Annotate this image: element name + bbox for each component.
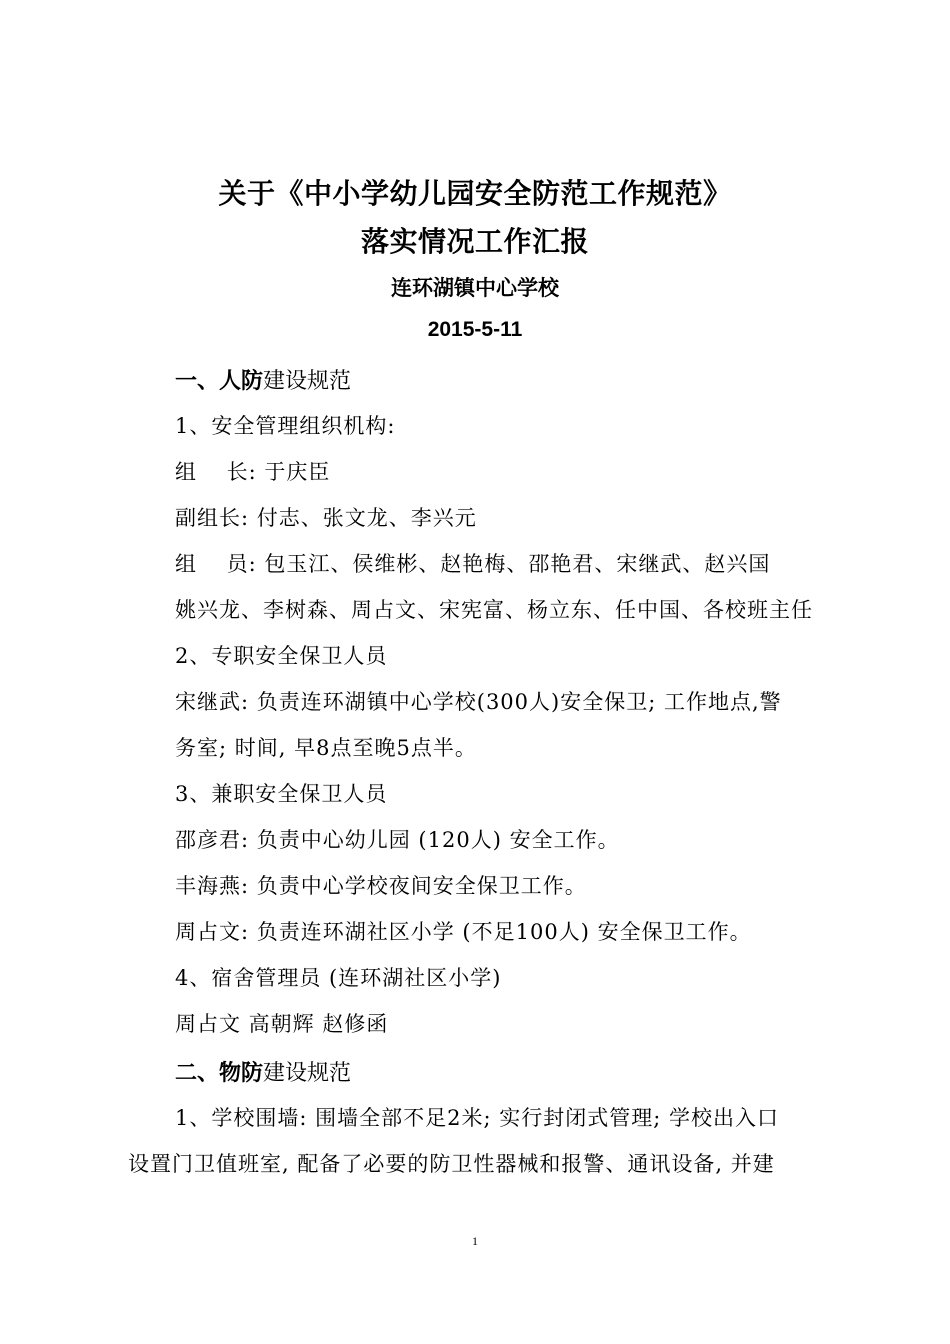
section1-heading-strong: 一、人防 — [175, 369, 264, 394]
section1-heading — [175, 364, 351, 395]
document-date: 2015-5-11 — [427, 318, 523, 341]
section1-line: 姚兴龙、李树森、周占文、宋宪富、杨立东、任中国、各校班主任 — [175, 598, 813, 622]
organization-name: 连环湖镇中心学校 — [391, 276, 559, 300]
page-number: 1 — [472, 1234, 478, 1248]
section2-heading — [175, 1056, 351, 1087]
section1-heading-rest: 建设规范 — [263, 369, 352, 394]
section1-line: 3、兼职安全保卫人员 — [175, 782, 388, 806]
section2-heading-rest: 建设规范 — [263, 1061, 352, 1086]
section1-line: 周占文: 负责连环湖社区小学 (不足100人) 安全保卫工作。 — [175, 920, 752, 944]
section1-line: 组 员: 包玉江、侯维彬、赵艳梅、邵艳君、宋继武、赵兴国 — [175, 552, 771, 576]
document-title-line1: 关于《中小学幼儿园安全防范工作规范》 — [218, 177, 732, 210]
section1-line: 周占文 高朝辉 赵修函 — [175, 1012, 389, 1036]
section2-line: 1、学校围墙: 围墙全部不足2米; 实行封闭式管理; 学校出入口 — [175, 1106, 779, 1130]
section1-line: 4、宿舍管理员 (连环湖社区小学) — [175, 966, 502, 990]
section1-line: 宋继武: 负责连环湖镇中心学校(300人)安全保卫; 工作地点,警 — [175, 690, 782, 714]
document-title-line2: 落实情况工作汇报 — [360, 225, 589, 258]
section1-line: 丰海燕: 负责中心学校夜间安全保卫工作。 — [175, 874, 587, 898]
section1-line: 1、安全管理组织机构: — [175, 414, 396, 438]
section1-line: 务室; 时间, 早8点至晚5点半。 — [175, 736, 477, 760]
section1-line: 副组长: 付志、张文龙、李兴元 — [175, 506, 477, 530]
section1-line: 2、专职安全保卫人员 — [175, 644, 388, 668]
section2-line: 设置门卫值班室, 配备了必要的防卫性器械和报警、通讯设备, 并建 — [128, 1152, 775, 1176]
section1-line: 邵彦君: 负责中心幼儿园 (120人) 安全工作。 — [175, 828, 620, 852]
section2-heading-strong: 二、物防 — [175, 1061, 264, 1086]
section1-line: 组 长: 于庆臣 — [175, 460, 331, 484]
